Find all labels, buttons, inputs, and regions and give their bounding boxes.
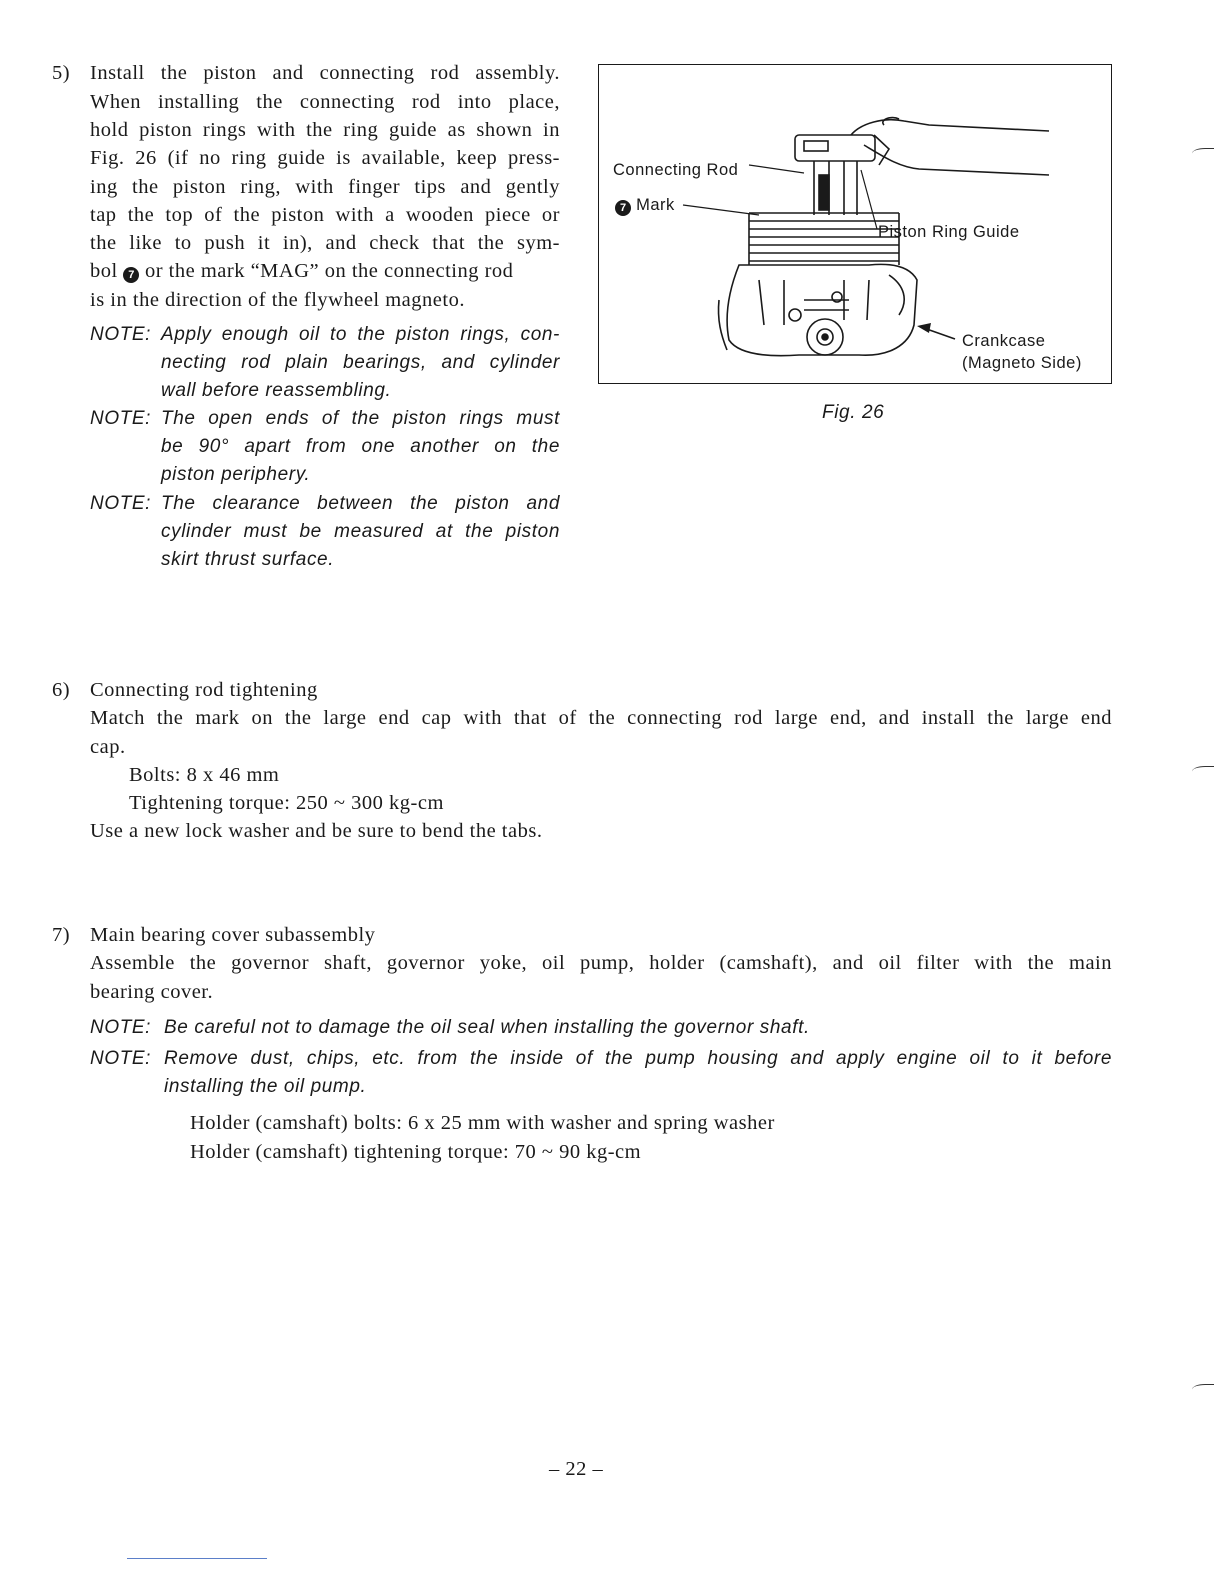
label-magneto-side: (Magneto Side) <box>962 354 1082 372</box>
spec-torque: Tightening torque: 250 ~ 300 kg-cm <box>129 792 444 814</box>
note-line: Be careful not to damage the oil seal when installing the governor shaft. <box>164 1017 810 1038</box>
page-number: – 22 – <box>549 1458 604 1480</box>
margin-mark <box>1192 1384 1214 1393</box>
paragraph-line: Use a new lock washer and be sure to bend the tabs. <box>90 820 543 842</box>
spec-bolts: Bolts: 8 x 46 mm <box>129 764 280 786</box>
paragraph-line: tap the top of the piston with a wooden piece or <box>90 204 560 226</box>
note-label: NOTE: <box>90 324 152 345</box>
label-mark-text: Mark <box>636 196 675 214</box>
paragraph-line: Fig. 26 (if no ring guide is available, keep press- <box>90 147 560 169</box>
label-crankcase: Crankcase <box>962 332 1046 350</box>
symbol-prefix: bol <box>90 260 118 282</box>
note-label: NOTE: <box>90 408 152 429</box>
margin-mark <box>1192 148 1214 157</box>
paragraph-line: bearing cover. <box>90 981 214 1003</box>
paragraph-line-rest: or the mark “MAG” on the connecting rod <box>144 260 514 282</box>
note-line: necting rod plain bearings, and cylinder <box>161 352 560 373</box>
paragraph-line: Assemble the governor shaft, governor yoke, oil pump, holder (camshaft), and oil filter with the main <box>90 952 1112 974</box>
section-title: Main bearing cover subassembly <box>90 924 376 946</box>
note-label: NOTE: <box>90 1048 152 1069</box>
note-line: installing the oil pump. <box>164 1076 367 1097</box>
label-mark <box>615 196 675 216</box>
paragraph-line <box>90 260 513 283</box>
paragraph-line: When installing the connecting rod into place, <box>90 91 560 113</box>
paragraph-line: ing the piston ring, with finger tips and gently <box>90 176 560 198</box>
note-line: skirt thrust surface. <box>161 549 335 570</box>
note-line: be 90° apart from one another on the <box>161 436 560 457</box>
section-number: 6) <box>52 679 71 701</box>
note-label: NOTE: <box>90 1017 152 1038</box>
paragraph-line: is in the direction of the flywheel magneto. <box>90 289 465 311</box>
label-piston-ring-guide: Piston Ring Guide <box>878 223 1020 241</box>
note-line: piston periphery. <box>161 464 311 485</box>
paragraph-line: cap. <box>90 736 126 758</box>
section-title: Connecting rod tightening <box>90 679 318 701</box>
figure-caption: Fig. 26 <box>822 402 885 423</box>
note-line: wall before reassembling. <box>161 380 392 401</box>
note-line: Apply enough oil to the piston rings, con- <box>161 324 560 345</box>
paragraph-line: the like to push it in), and check that the sym- <box>90 232 560 254</box>
paragraph-line: Install the piston and connecting rod assembly. <box>90 62 560 84</box>
paragraph-line: hold piston rings with the ring guide as shown in <box>90 119 560 141</box>
label-connecting-rod: Connecting Rod <box>613 161 739 179</box>
note-label: NOTE: <box>90 493 152 514</box>
note-line: The clearance between the piston and <box>161 493 560 514</box>
note-line: Remove dust, chips, etc. from the inside of the pump housing and apply engine oil to it before <box>164 1048 1112 1069</box>
figure-26-frame <box>598 64 1112 384</box>
note-line: The open ends of the piston rings must <box>161 408 560 429</box>
spec-holder-torque: Holder (camshaft) tightening torque: 70 ~ 90 kg-cm <box>190 1141 642 1163</box>
paragraph-line: Match the mark on the large end cap with that of the connecting rod large end, and install the large end <box>90 707 1112 729</box>
mark-symbol-icon: 7 <box>123 267 139 283</box>
note-line: cylinder must be measured at the piston <box>161 521 560 542</box>
mark-symbol-icon: 7 <box>615 200 631 216</box>
footer-rule <box>127 1558 267 1559</box>
section-number: 5) <box>52 62 71 84</box>
section-number: 7) <box>52 924 71 946</box>
margin-mark <box>1192 766 1214 775</box>
spec-holder-bolts: Holder (camshaft) bolts: 6 x 25 mm with washer and spring washer <box>190 1112 775 1134</box>
